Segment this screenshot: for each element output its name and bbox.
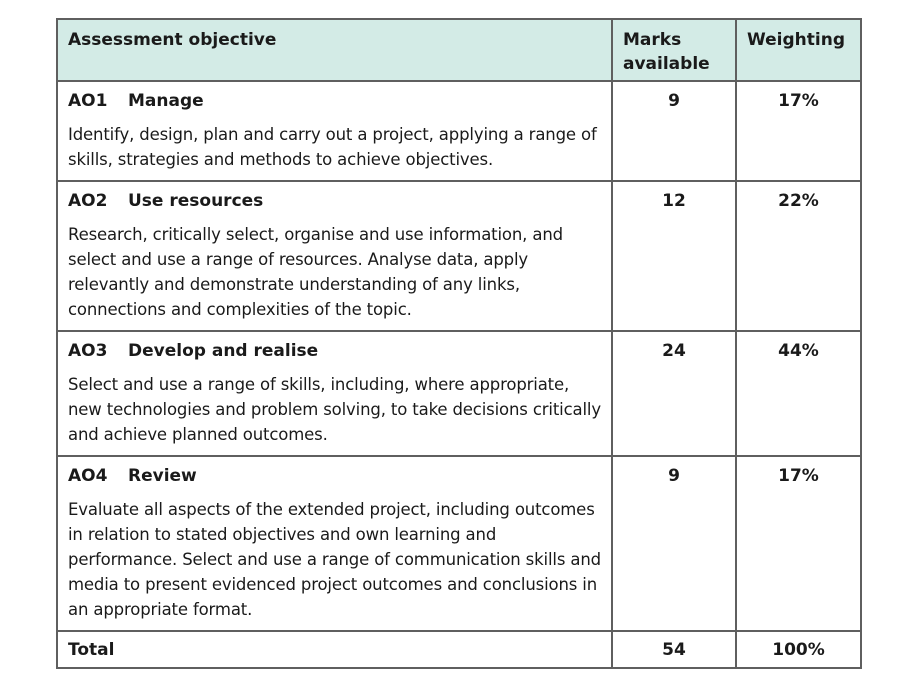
objective-description: Select and use a range of skills, including, where appropriate, new technologies and problem solving, to take decisions critically and achieve planned outcomes. — [68, 375, 601, 444]
marks-cell — [612, 331, 736, 456]
objective-title: Review — [128, 466, 197, 486]
marks-value: 9 — [668, 466, 680, 486]
marks-value: 12 — [662, 191, 686, 211]
total-label: Total — [68, 640, 115, 660]
marks-cell — [612, 456, 736, 631]
total-weighting-cell — [736, 631, 861, 668]
weighting-cell — [736, 181, 861, 331]
table-row-total — [57, 631, 861, 668]
marks-value: 9 — [668, 91, 680, 111]
weighting-cell — [736, 331, 861, 456]
table-row-ao4 — [57, 456, 861, 631]
total-label-cell — [57, 631, 612, 668]
header-marks-available — [612, 19, 736, 81]
objective-cell — [57, 181, 612, 331]
weighting-value: 44% — [778, 341, 819, 361]
weighting-cell — [736, 456, 861, 631]
objective-heading — [58, 82, 611, 112]
header-weighting — [736, 19, 861, 81]
total-weighting-value: 100% — [772, 640, 825, 660]
objective-code: AO4 — [68, 466, 108, 486]
table-row-ao2 — [57, 181, 861, 331]
objective-cell — [57, 331, 612, 456]
marks-cell — [612, 181, 736, 331]
table-header-row — [57, 19, 861, 81]
total-marks-cell — [612, 631, 736, 668]
weighting-cell — [736, 81, 861, 181]
objective-description: Evaluate all aspects of the extended project, including outcomes in relation to stated objectives and own learning and performance. Select and use a range of communication skills and media to present evidenced project outcomes and conclusions in an appropriate format. — [68, 500, 601, 619]
header-label: Marks available — [623, 30, 710, 74]
objective-description: Research, critically select, organise and use information, and select and use a range of resources. Analyse data, apply relevantly and demonstrate understanding of any links, connections and complexities of the topic. — [68, 225, 563, 319]
marks-cell — [612, 81, 736, 181]
objective-code: AO2 — [68, 191, 108, 211]
header-label: Weighting — [747, 30, 845, 50]
total-marks-value: 54 — [662, 640, 686, 660]
objective-title: Develop and realise — [128, 341, 319, 361]
weighting-value: 22% — [778, 191, 819, 211]
objective-heading — [58, 457, 611, 487]
objective-heading — [58, 182, 611, 212]
objective-code: AO3 — [68, 341, 108, 361]
objective-cell — [57, 456, 612, 631]
objective-title: Use resources — [128, 191, 264, 211]
weighting-value: 17% — [778, 91, 819, 111]
objective-description: Identify, design, plan and carry out a project, applying a range of skills, strategies and methods to achieve objectives. — [68, 125, 597, 169]
table-row-ao1 — [57, 81, 861, 181]
objective-cell — [57, 81, 612, 181]
objective-code: AO1 — [68, 91, 108, 111]
assessment-objectives-table — [56, 18, 862, 669]
table-row-ao3 — [57, 331, 861, 456]
objective-heading — [58, 332, 611, 362]
header-assessment-objective — [57, 19, 612, 81]
marks-value: 24 — [662, 341, 686, 361]
header-label: Assessment objective — [68, 30, 277, 50]
objective-title: Manage — [128, 91, 204, 111]
weighting-value: 17% — [778, 466, 819, 486]
